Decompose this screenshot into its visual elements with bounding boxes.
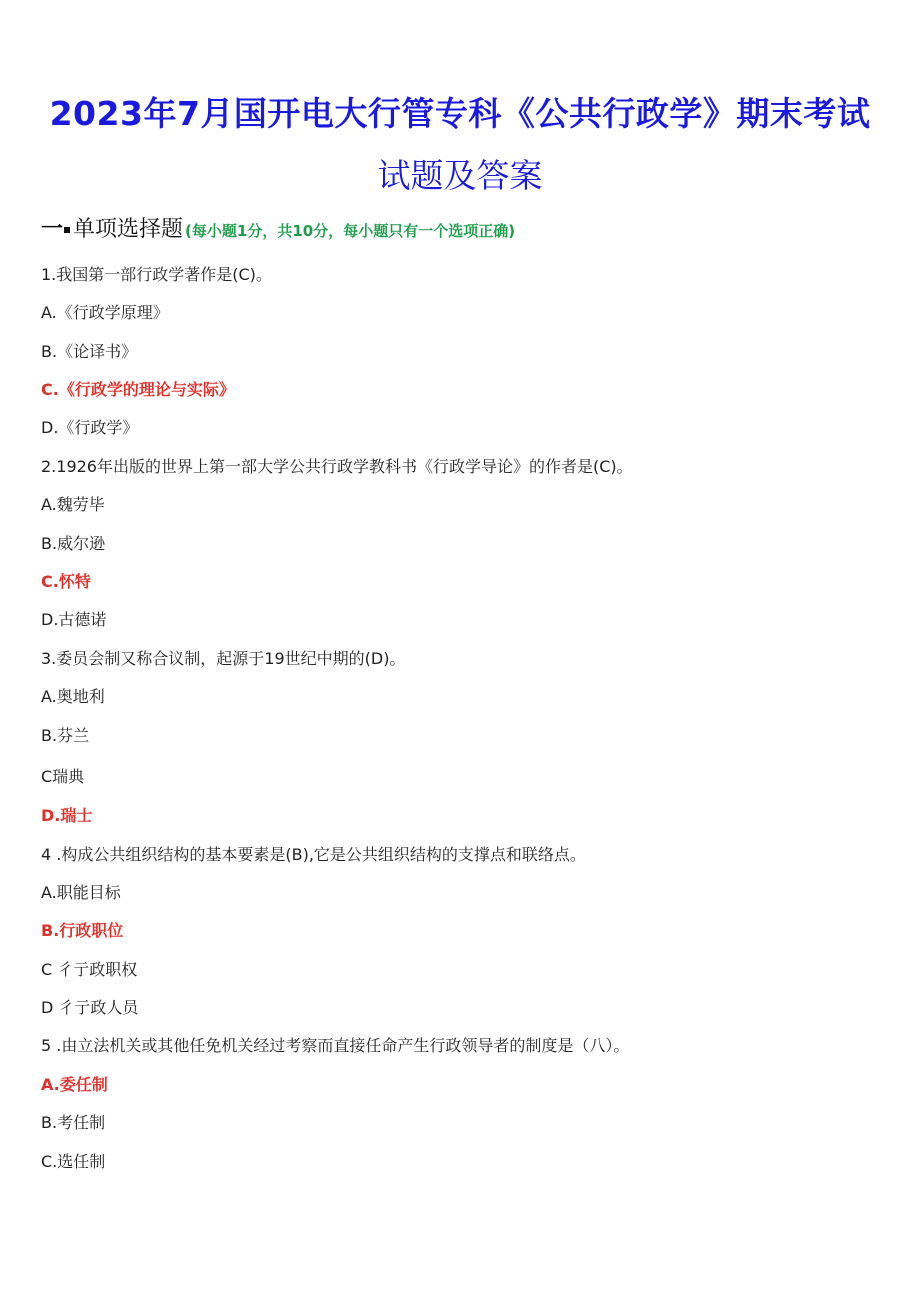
- answer-option-line: C.怀特: [41, 572, 91, 591]
- option-line: D.古德诺: [41, 610, 107, 629]
- answer-option-line: D.瑞士: [41, 806, 93, 825]
- option-line: B.威尔逊: [41, 534, 106, 553]
- section-note: (每小题1分，共10分，每小题只有一个选项正确): [185, 222, 516, 240]
- question-line: 1.我国第一部行政学著作是(C)。: [41, 265, 272, 284]
- document-title: 2023年7月国开电大行管专科《公共行政学》期末考试: [49, 94, 871, 133]
- option-line: B.芬兰: [41, 726, 90, 745]
- question-line: 2.1926年出版的世界上第一部大学公共行政学教科书《行政学导论》的作者是(C)。: [41, 457, 633, 476]
- document-subtitle: 试题及答案: [377, 156, 543, 195]
- option-line: B.《论译书》: [41, 342, 138, 361]
- option-line: C瑞典: [41, 767, 85, 786]
- section-title: 单项选择题: [73, 217, 184, 242]
- bullet-square-icon: [64, 227, 70, 233]
- option-line: C.选任制: [41, 1152, 106, 1171]
- answer-option-line: A.委任制: [41, 1075, 108, 1094]
- answer-option-line: C.《行政学的理论与实际》: [41, 380, 235, 399]
- option-line: B.考任制: [41, 1113, 106, 1132]
- section-number: 一: [41, 217, 64, 242]
- option-line: A.魏劳毕: [41, 495, 105, 514]
- question-line: 4 .构成公共组织结构的基本要素是(B),它是公共组织结构的支撑点和联络点。: [41, 845, 586, 864]
- answer-option-line: B.行政职位: [41, 921, 124, 940]
- option-line: A.奥地利: [41, 687, 105, 706]
- option-line: C 彳亍政职权: [41, 960, 138, 979]
- option-line: A.《行政学原理》: [41, 303, 169, 322]
- question-line: 5 .由立法机关或其他任免机关经过考察而直接任命产生行政领导者的制度是（八）。: [41, 1036, 630, 1055]
- section-heading: [41, 212, 515, 243]
- question-line: 3.委员会制又称合议制，起源于19世纪中期的(D)。: [41, 649, 406, 668]
- option-line: D.《行政学》: [41, 418, 139, 437]
- option-line: D 彳亍政人员: [41, 998, 139, 1017]
- option-line: A.职能目标: [41, 883, 121, 902]
